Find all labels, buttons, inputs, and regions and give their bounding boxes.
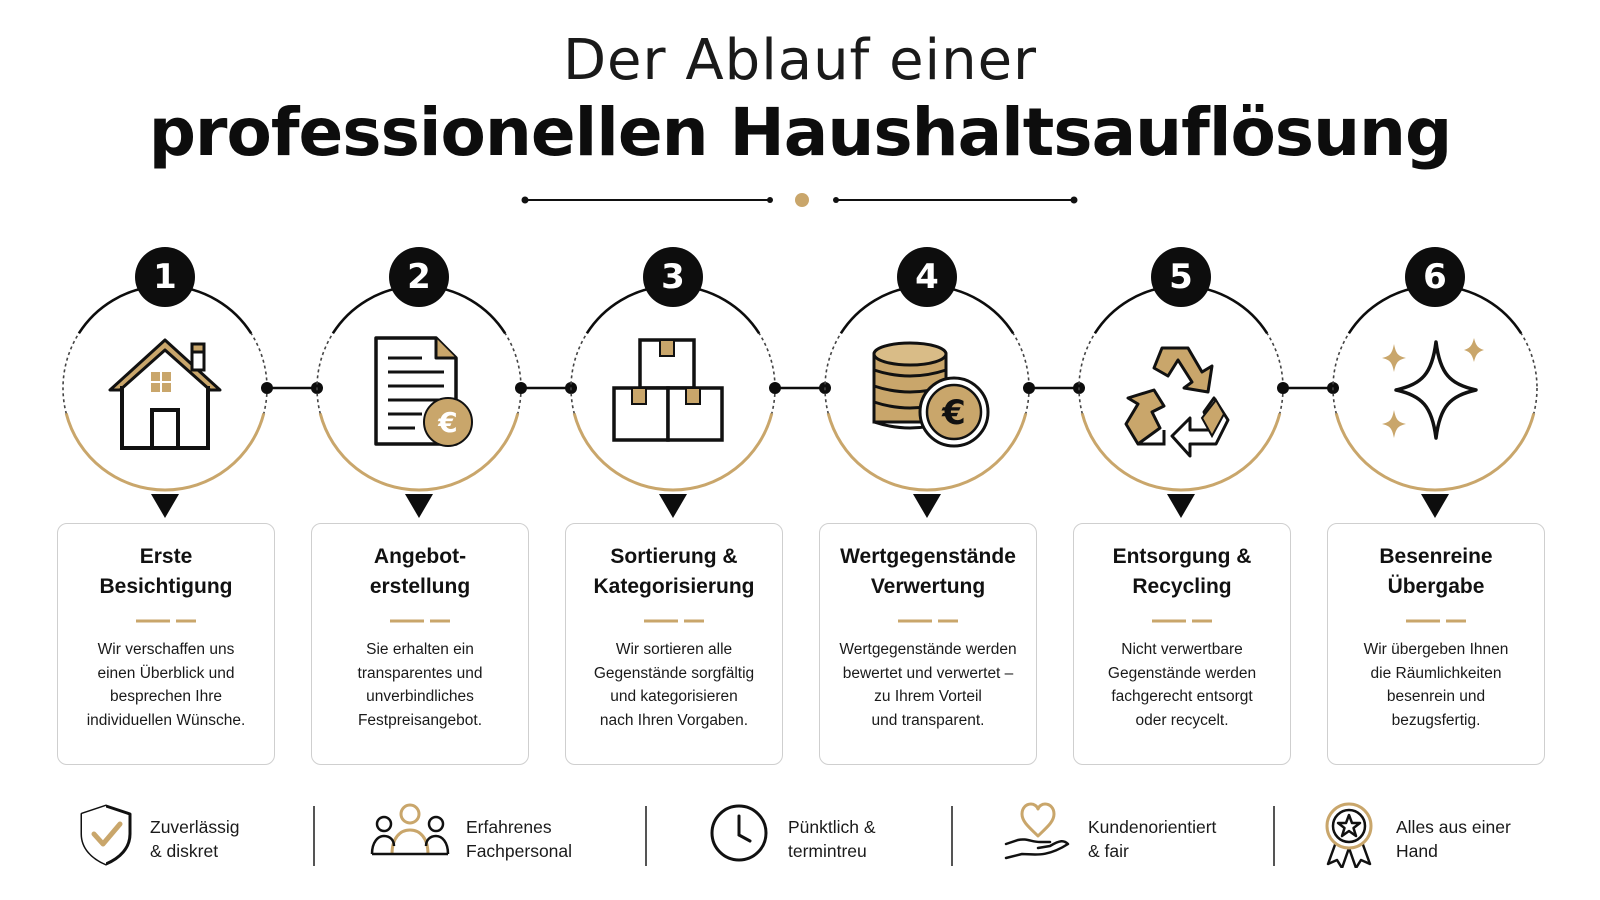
clock-icon [708,802,770,864]
card-gold-separator [898,618,960,624]
step-title: Besenreine Übergabe [1379,545,1493,598]
page-title-line1: Der Ablauf einer [562,28,1038,93]
step-description: Wir übergeben Ihnen die Räumlichkeiten besenrein und bezugsfertig. [1363,641,1509,729]
feature-divider [313,806,315,866]
step-card-5 [1073,523,1291,765]
connector-node [1277,382,1289,394]
recycling-icon [1118,340,1244,460]
connector-node [769,382,781,394]
step-description: Sie erhalten ein transparentes und unverbindliches Festpreisangebot. [357,641,483,729]
step-description: Wir sortieren alle Gegenstände sorgfältig und kategorisieren nach Ihren Vorgaben. [593,641,755,729]
document-euro-icon [360,332,480,457]
step-title: Entsorgung & Recycling [1112,545,1252,598]
feature-label: Pünktlich & termintreu [788,817,876,861]
step-badge-6: 6 [1405,247,1465,307]
step-badge-5: 5 [1151,247,1211,307]
step-badge-3: 3 [643,247,703,307]
step-card-1 [57,523,275,765]
coins-euro-icon [866,340,996,465]
svg-text:€: € [942,393,966,433]
page-title-line2: professionellen Haushaltsauflösung [148,94,1452,171]
card-gold-separator [644,618,706,624]
feature-label: Erfahrenes Fachpersonal [466,817,573,861]
card-gold-separator [136,618,198,624]
card-gold-separator [390,618,452,624]
step-card-2 [311,523,529,765]
step-title: Angebot- erstellung [369,545,471,598]
step-badge-1: 1 [135,247,195,307]
heart-hand-icon [1004,802,1070,862]
step-title: Sortierung & Kategorisierung [593,545,755,598]
feature-reliable [76,802,296,874]
step-pointer [405,494,433,518]
feature-divider [951,806,953,866]
step-title: Wertgegenstände Verwertung [840,545,1016,598]
team-icon [370,802,450,862]
step-pointer [1167,494,1195,518]
step-description: Wir verschaffen uns einen Überblick und besprechen Ihre individuellen Wünsche. [86,641,246,729]
feature-label: Kundenorientiert & fair [1088,817,1217,861]
svg-text:€: € [438,406,458,439]
feature-label: Zuverlässig & diskret [150,817,240,861]
feature-label: Alles aus einer Hand [1396,817,1511,861]
step-badge-2: 2 [389,247,449,307]
step-card-4 [819,523,1037,765]
card-gold-separator [1152,618,1214,624]
step-card-3 [565,523,783,765]
feature-divider [1273,806,1275,866]
connector-node [261,382,273,394]
feature-customer [1004,802,1254,874]
step-pointer [1421,494,1449,518]
award-star-icon [1322,802,1376,868]
card-gold-separator [1406,618,1468,624]
step-pointer [659,494,687,518]
boxes-icon [608,334,728,449]
shield-check-icon [76,802,136,866]
connector-node [515,382,527,394]
sparkle-icon [1378,334,1498,454]
step-title: Erste Besichtigung [99,545,233,598]
step-description: Nicht verwertbare Gegenstände werden fachgerecht entsorgt oder recycelt. [1107,641,1257,729]
step-pointer [913,494,941,518]
feature-divider [645,806,647,866]
house-icon [100,328,230,458]
feature-one-hand [1322,802,1562,874]
step-pointer [151,494,179,518]
step-description: Wertgegenstände werden bewertet und verwertet – zu Ihrem Vorteil und transparent. [839,641,1017,729]
feature-staff [370,802,600,874]
step-badge-4: 4 [897,247,957,307]
step-card-6 [1327,523,1545,765]
feature-punctual [708,802,938,874]
connector-node [1023,382,1035,394]
